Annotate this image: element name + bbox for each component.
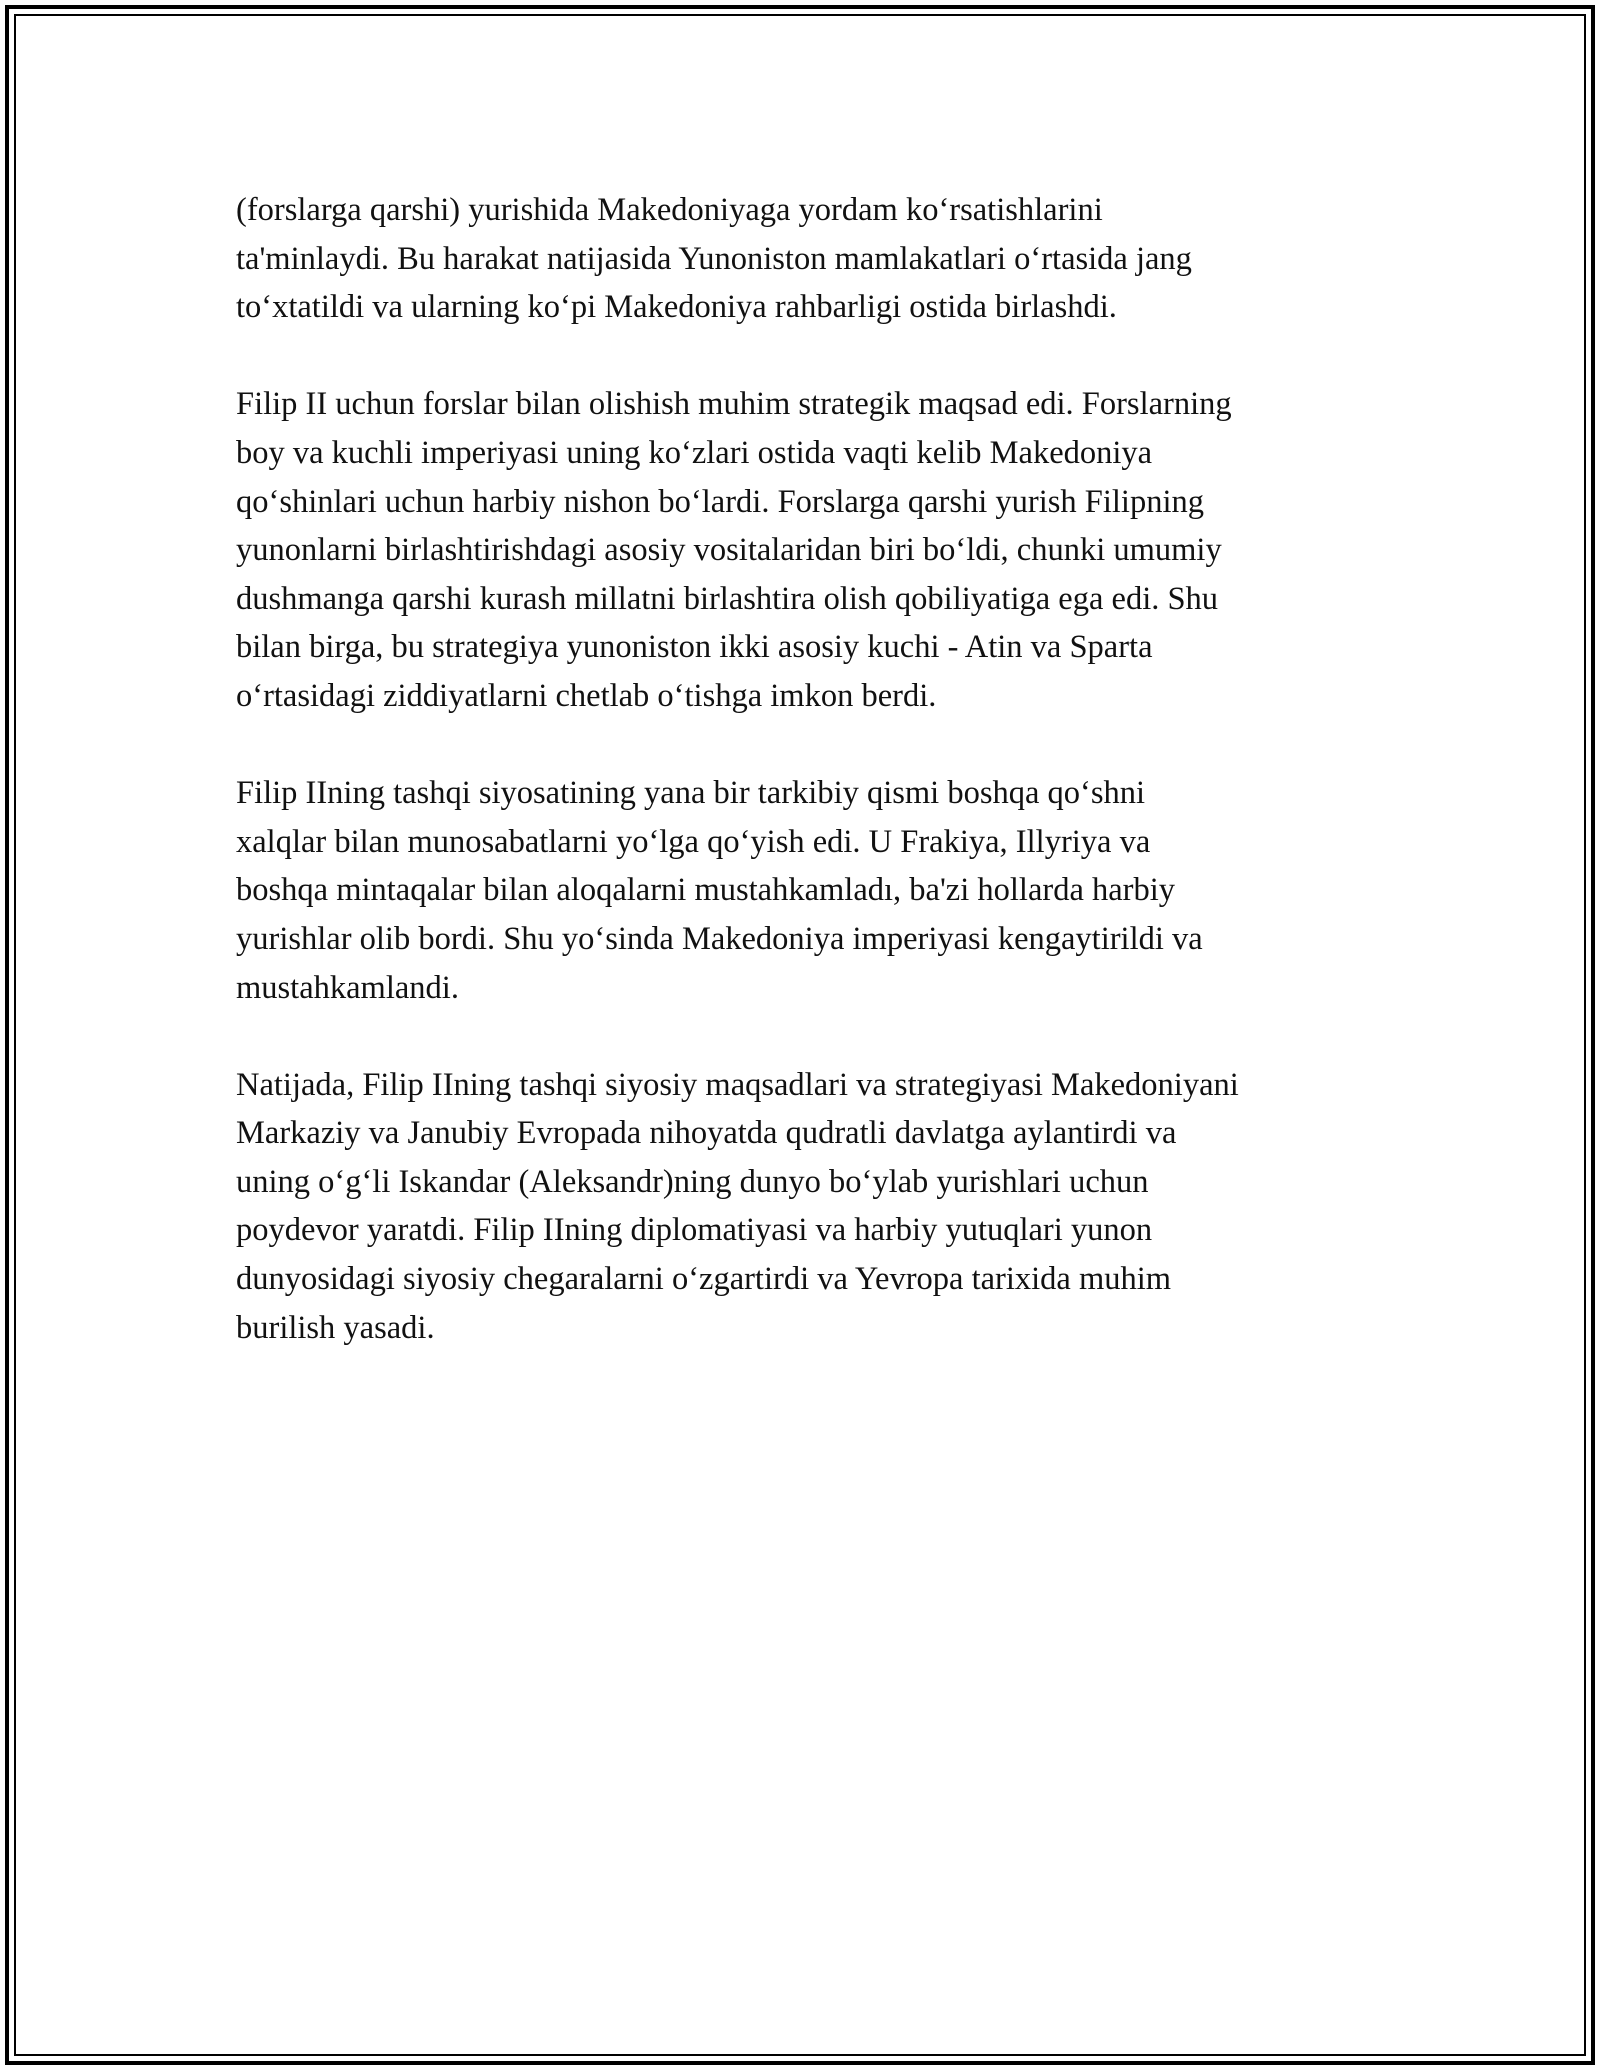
text-line: (forslarga qarshi) yurishida Makedoniyaga yordam koʻrsatishlarini [236,192,1103,228]
text-line: dunyosidagi siyosiy chegaralarni oʻzgartirdi va Yevropa tarixida muhim [236,1261,1172,1298]
text-line: yurishlar olib bordi. Shu yoʻsinda Makedoniya imperiyasi kengaytirildi va [236,920,1203,957]
text-line: Filip IIning tashqi siyosatining yana bir tarkibiy qismi boshqa qoʻshni [236,775,1146,812]
document-body [236,186,1386,1401]
text-line: toʻxtatildi va ularning koʻpi Makedoniya rahbarligi ostida birlashdi. [236,289,1117,326]
text-line: Markaziy va Janubiy Evropada nihoyatda qudratli davlatga aylantirdi va [236,1115,1177,1152]
text-line: qoʻshinlari uchun harbiy nishon boʻlardi. Forslarga qarshi yurish Filipning [236,483,1204,520]
text-line: uning oʻgʻli Iskandar (Aleksandr)ning dunyo boʻylab yurishlari uchun [236,1163,1149,1200]
text-line: burilish yasadi. [236,1309,435,1346]
text-line: Filip II uchun forslar bilan olishish muhim strategik maqsad edi. Forslarning [236,386,1232,423]
paragraph-2 [236,380,1386,720]
text-line: bilan birga, bu strategiya yunoniston ikki asosiy kuchi - Atin va Sparta [236,629,1153,666]
text-line: poydevor yaratdi. Filip IIning diplomatiyasi va harbiy yutuqlari yunon [236,1212,1153,1249]
text-line: ta'minlaydi. Bu harakat natijasida Yunoniston mamlakatlari oʻrtasida jang [236,240,1192,277]
text-line: xalqlar bilan munosabatlarni yoʻlga qoʻyish edi. U Frakiya, Illyriya va [236,823,1151,860]
paragraph-3 [236,769,1386,1012]
text-line: boy va kuchli imperiyasi uning koʻzlari ostida vaqti kelib Makedoniya [236,434,1153,471]
text-line: yunonlarni birlashtirishdagi asosiy vositalaridan biri boʻldi, chunki umumiy [236,532,1222,569]
text-line: Natijada, Filip IIning tashqi siyosiy maqsadlari va strategiyasi Makedoniyani [236,1066,1239,1103]
text-line: mustahkamlandi. [236,969,459,1006]
text-line: boshqa mintaqalar bilan aloqalarni mustahkamladı, ba'zi hollarda harbiy [236,872,1176,909]
text-line: dushmanga qarshi kurash millatni birlashtira olish qobiliyatiga ega edi. Shu [236,580,1219,617]
paragraph-1 [236,186,1386,332]
paragraph-4 [236,1061,1386,1353]
text-line: oʻrtasidagi ziddiyatlarni chetlab oʻtishga imkon berdi. [236,677,937,714]
